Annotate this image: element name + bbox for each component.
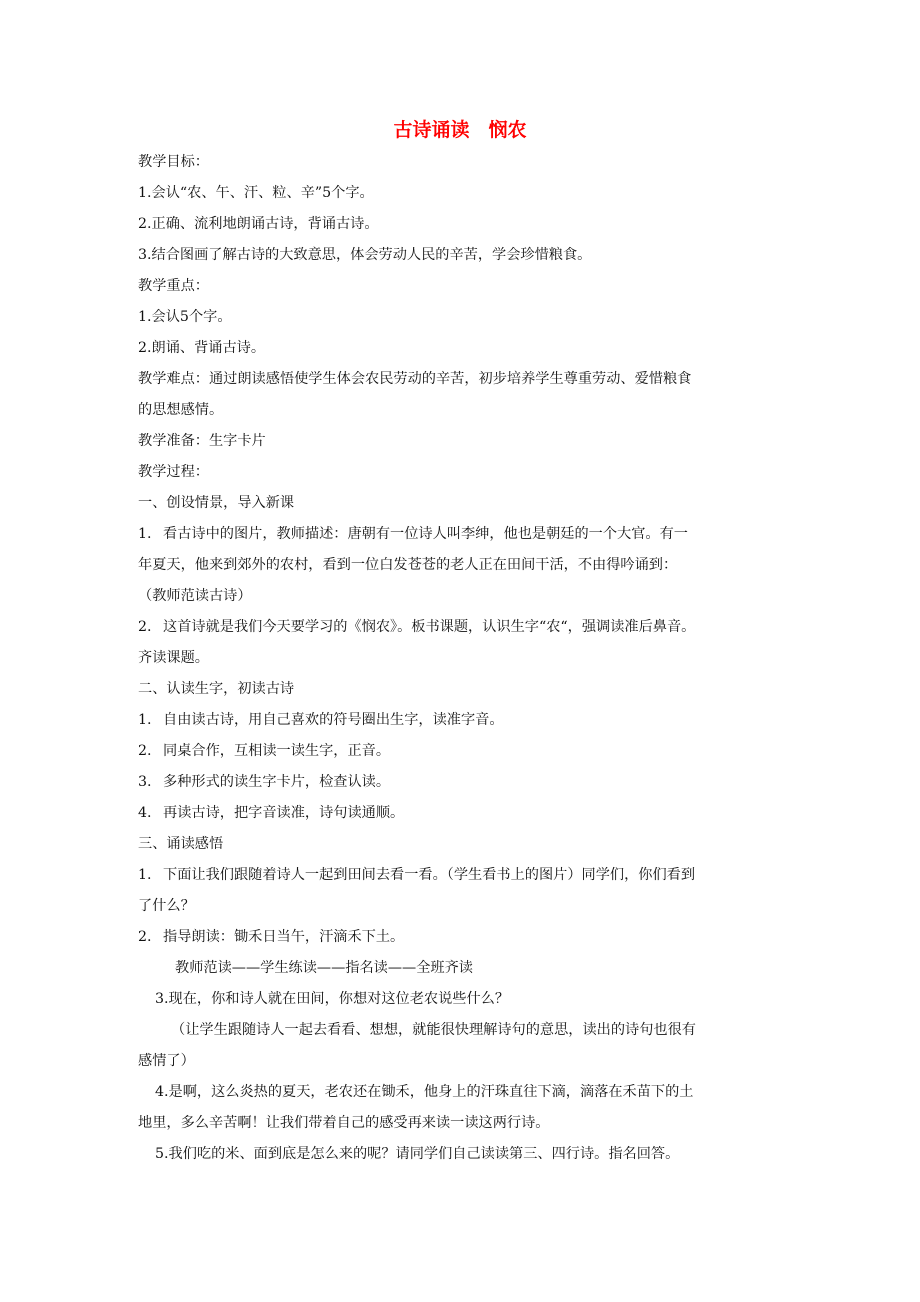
- item-text: 自由读古诗，用自己喜欢的符号圈出生字，读准字音。: [163, 712, 504, 728]
- section-heading: 三、诵读感悟: [138, 836, 224, 852]
- item-text: 多种形式的读生字卡片，检查认读。: [163, 774, 391, 790]
- section-heading: 一、创设情景，导入新课: [138, 495, 295, 511]
- section-heading: 教学过程：: [138, 464, 209, 480]
- item-text: 再读古诗，把字音读准，诗句读通顺。: [163, 805, 405, 821]
- document-body: [138, 147, 798, 1170]
- item-text: 同桌合作，互相读一读生字，正音。: [163, 743, 391, 759]
- paragraph: 年夏天，他来到郊外的农村，看到一位白发苍苍的老人正在田间干活，不由得吟诵到：: [138, 557, 678, 573]
- list-item: [138, 612, 798, 643]
- paragraph: 了什么？: [138, 898, 195, 914]
- item-text: 下面让我们跟随着诗人一起到田间去看一看。（学生看书上的图片）同学们，你们看到: [163, 867, 696, 883]
- paragraph: 教学准备：生字卡片: [138, 433, 266, 449]
- item-number: 2.: [138, 619, 152, 635]
- document-title: 古诗诵读 悯农: [393, 119, 527, 141]
- paragraph: 教师范读——学生练读——指名读——全班齐读: [175, 960, 473, 976]
- paragraph: 4.是啊，这么炎热的夏天，老农还在锄禾，他身上的汗珠直往下滴，滴落在禾苗下的土: [155, 1084, 694, 1100]
- paragraph: 教学难点：通过朗读感悟使学生体会农民劳动的辛苦，初步培养学生尊重劳动、爱惜粮食: [138, 371, 692, 387]
- list-item: [138, 705, 798, 736]
- list-item: [138, 767, 798, 798]
- paragraph: 齐读课题。: [138, 650, 209, 666]
- item-number: 4.: [138, 805, 152, 821]
- paragraph: 1.会认“农、午、汗、粒、辛”5个字。: [138, 185, 374, 201]
- section-heading: 教学重点：: [138, 278, 209, 294]
- item-text: 看古诗中的图片，教师描述：唐朝有一位诗人叫李绅，他也是朝廷的一个大官。有一: [163, 526, 688, 542]
- paragraph: 3.结合图画了解古诗的大致意思，体会劳动人民的辛苦，学会珍惜粮食。: [138, 247, 592, 263]
- item-number: 1.: [138, 712, 152, 728]
- paragraph: 1.会认5个字。: [138, 309, 232, 325]
- item-number: 1.: [138, 867, 152, 883]
- item-number: 3.: [138, 774, 152, 790]
- paragraph: （让学生跟随诗人一起去看看、想想，就能很快理解诗句的意思，读出的诗句也很有: [171, 1022, 696, 1038]
- paragraph: 地里，多么辛苦啊！让我们带着自己的感受再来读一读这两行诗。: [138, 1115, 550, 1131]
- list-item: [138, 860, 798, 891]
- paragraph: 感情了）: [138, 1053, 195, 1069]
- paragraph: 2.朗诵、背诵古诗。: [138, 340, 266, 356]
- list-item: [138, 798, 798, 829]
- paragraph: 的思想感情。: [138, 402, 224, 418]
- list-item: [138, 736, 798, 767]
- paragraph: 3.现在，你和诗人就在田间，你想对这位老农说些什么？: [155, 991, 510, 1007]
- item-number: 1.: [138, 526, 152, 542]
- paragraph: （教师范读古诗）: [138, 588, 252, 604]
- item-number: 2.: [138, 743, 152, 759]
- section-heading: 二、认读生字，初读古诗: [138, 681, 295, 697]
- list-item: [138, 922, 798, 953]
- item-number: 2.: [138, 929, 152, 945]
- item-text: 这首诗就是我们今天要学习的《悯农》。板书课题，认识生字“农“，强调读准后鼻音。: [163, 619, 696, 635]
- paragraph: 5.我们吃的米、面到底是怎么来的呢？请同学们自己读读第三、四行诗。指名回答。: [155, 1146, 680, 1162]
- section-heading: 教学目标：: [138, 154, 209, 170]
- item-text: 指导朗读：锄禾日当午，汗滴禾下土。: [163, 929, 405, 945]
- list-item: [138, 519, 798, 550]
- paragraph: 2.正确、流利地朗诵古诗，背诵古诗。: [138, 216, 379, 232]
